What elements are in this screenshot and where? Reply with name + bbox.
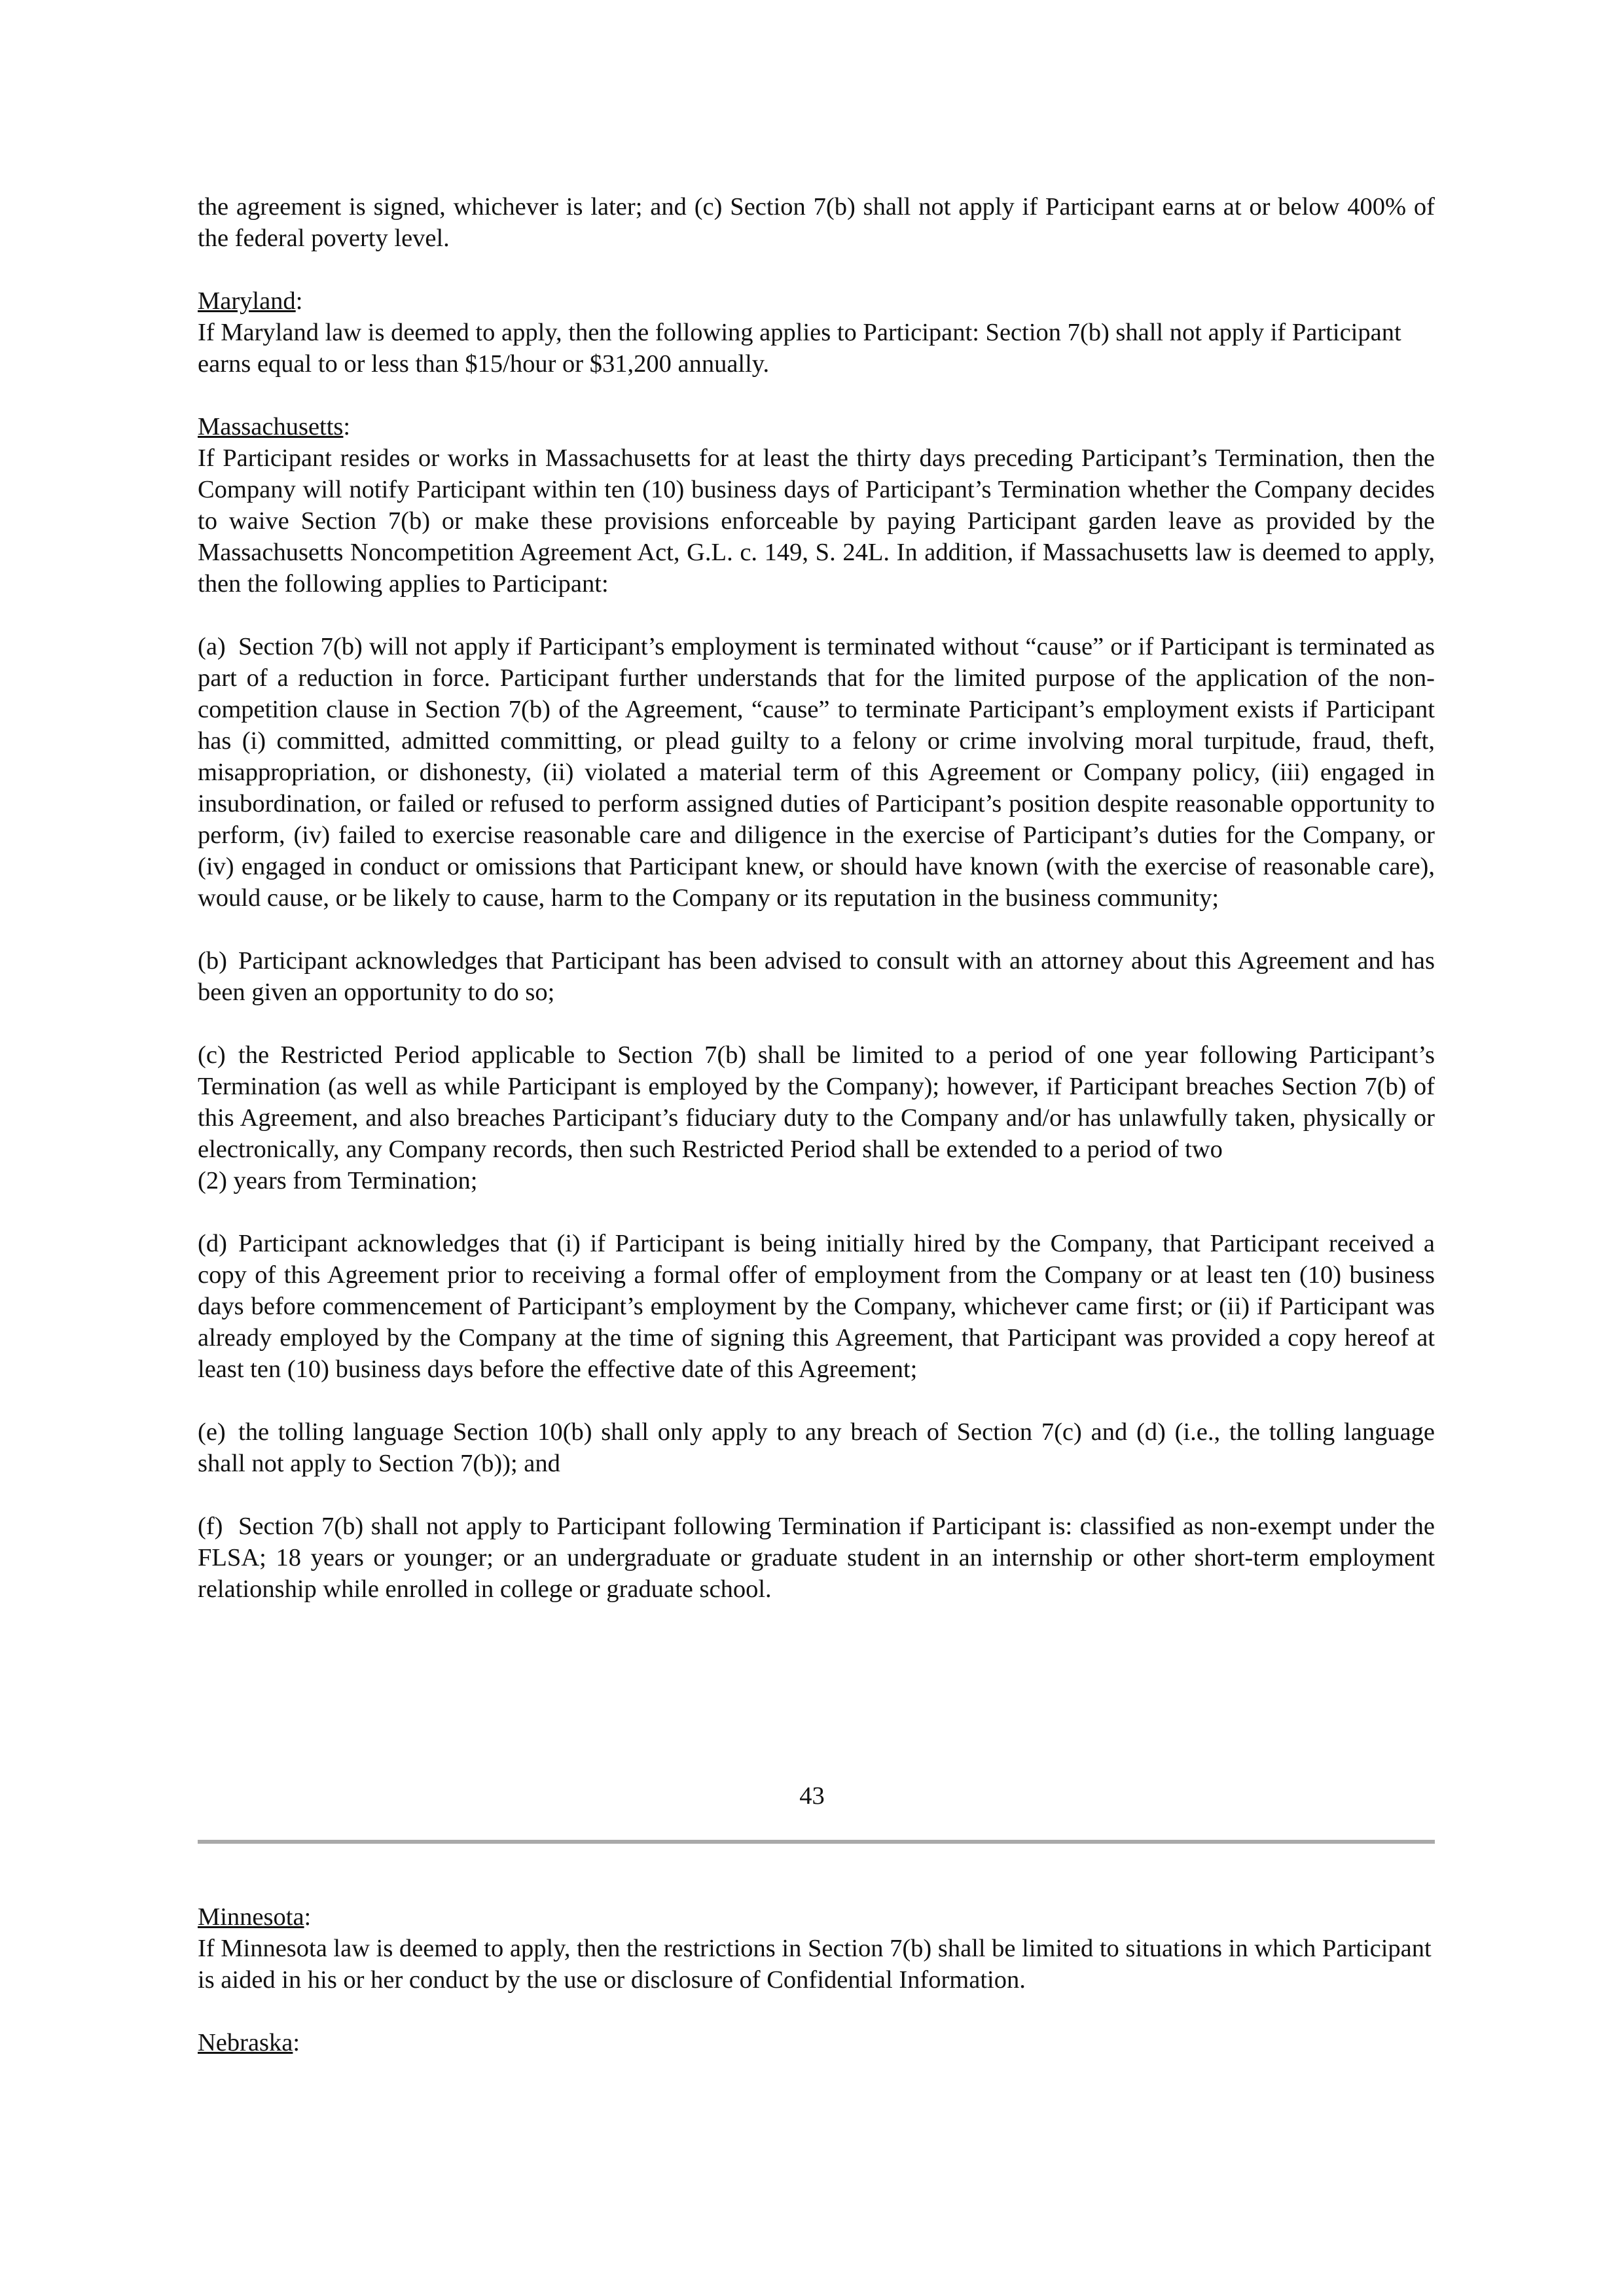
clause-d [198,1228,1435,1385]
page-43-body [198,191,1435,1605]
clause-e-label: (e) [198,1418,226,1446]
clause-a-text: Section 7(b) will not apply if Participant’s employment is terminated without “cause” or if Participant is terminated as part of a reduction in force. Participant further understands that for the limited purpose of the application of the non-competition clause in Section 7(b) of the Agreement, “cause” to terminate Participant’s employment exists if Participant has (i) committed, admitted committing, or plead guilty to a felony or crime involving moral turpitude, fraud, theft, misappropriation, or dishonesty, (ii) violated a material term of this Agreement or Company policy, (iii) engaged in insubordination, or failed or refused to perform assigned duties of Participant’s position despite reasonable opportunity to perform, (iv) failed to exercise reasonable care and diligence in the exercise of Participant’s duties for the Company, or (iv) engaged in conduct or omissions that Participant knew, or should have known (with the exercise of reasonable care), would cause, or be likely to cause, harm to the Company or its reputation in the business community; [198,633,1435,912]
clause-f [198,1511,1435,1605]
intro-paragraph: the agreement is signed, whichever is later; and (c) Section 7(b) shall not apply if Participant earns at or below 400% of the federal poverty level. [198,193,1435,252]
clause-e [198,1416,1435,1479]
clause-f-text: Section 7(b) shall not apply to Participant following Termination if Participant is: classified as non-exempt under the FLSA; 18 years or younger; or an undergraduate or graduate student in an internship or other short-term employment relationship while enrolled in college or graduate school. [198,1513,1435,1603]
massachusetts-heading-text: Massachusetts [198,413,344,440]
clause-b-label: (b) [198,947,227,975]
nebraska-heading-text: Nebraska [198,2029,293,2056]
minnesota-heading: Minnesota: [198,1903,312,1931]
minnesota-heading-text: Minnesota [198,1903,304,1931]
clause-e-text: the tolling language Section 10(b) shall only apply to any breach of Section 7(c) and (d) (i.e., the tolling language shall not apply to Section 7(b)); and [198,1418,1435,1477]
clause-a-label: (a) [198,633,226,660]
nebraska-heading: Nebraska: [198,2029,300,2056]
page-number: 43 [799,1782,825,1810]
clause-c [198,1039,1435,1165]
clause-f-label: (f) [198,1513,223,1540]
clause-c-text: the Restricted Period applicable to Section 7(b) shall be limited to a period of one year following Participant’s Termination (as well as while Participant is employed by the Company); however, if Participant breaches Section 7(b) of this Agreement, and also breaches Participant’s fiduciary duty to the Company and/or has unlawfully taken, physically or electronically, any Company records, then such Restricted Period shall be extended to a period of two [198,1041,1435,1163]
clause-c-continuation: (2) years from Termination; [198,1167,478,1194]
massachusetts-paragraph: If Participant resides or works in Massachusetts for at least the thirty days preceding Participant’s Termination, then the Company will notify Participant within ten (10) business days of Participant’s Termination whether the Company decides to waive Section 7(b) or make these provisions enforceable by paying Participant garden leave as provided by the Massachusetts Noncompetition Agreement Act, G.L. c. 149, S. 24L. In addition, if Massachusetts law is deemed to apply, then the following applies to Participant: [198,444,1435,598]
clause-b-text: Participant acknowledges that Participant has been advised to consult with an attorney about this Agreement and has been given an opportunity to do so; [198,947,1435,1006]
massachusetts-heading: Massachusetts: [198,413,351,440]
page-44-body [198,1901,1435,2058]
maryland-paragraph: If Maryland law is deemed to apply, then the following applies to Participant: Section 7(b) shall not apply if Participant earns equal to or less than $15/hour or $31,200 annually. [198,319,1401,378]
minnesota-paragraph: If Minnesota law is deemed to apply, then the restrictions in Section 7(b) shall be limited to situations in which Participant is aided in his or her conduct by the use or disclosure of Confidential Information. [198,1935,1432,1994]
clause-a [198,631,1435,914]
clause-d-text: Participant acknowledges that (i) if Participant is being initially hired by the Company, that Participant received a copy of this Agreement prior to receiving a formal offer of employment from the Company or at least ten (10) business days before commencement of Participant’s employment by the Company, whichever came first; or (ii) if Participant was already employed by the Company at the time of signing this Agreement, that Participant was provided a copy hereof at least ten (10) business days before the effective date of this Agreement; [198,1230,1435,1383]
clause-c-label: (c) [198,1041,226,1069]
maryland-heading-text: Maryland [198,287,296,315]
clause-b [198,945,1435,1008]
maryland-heading: Maryland: [198,287,303,315]
page-break-rule [198,1840,1435,1844]
clause-d-label: (d) [198,1230,227,1257]
